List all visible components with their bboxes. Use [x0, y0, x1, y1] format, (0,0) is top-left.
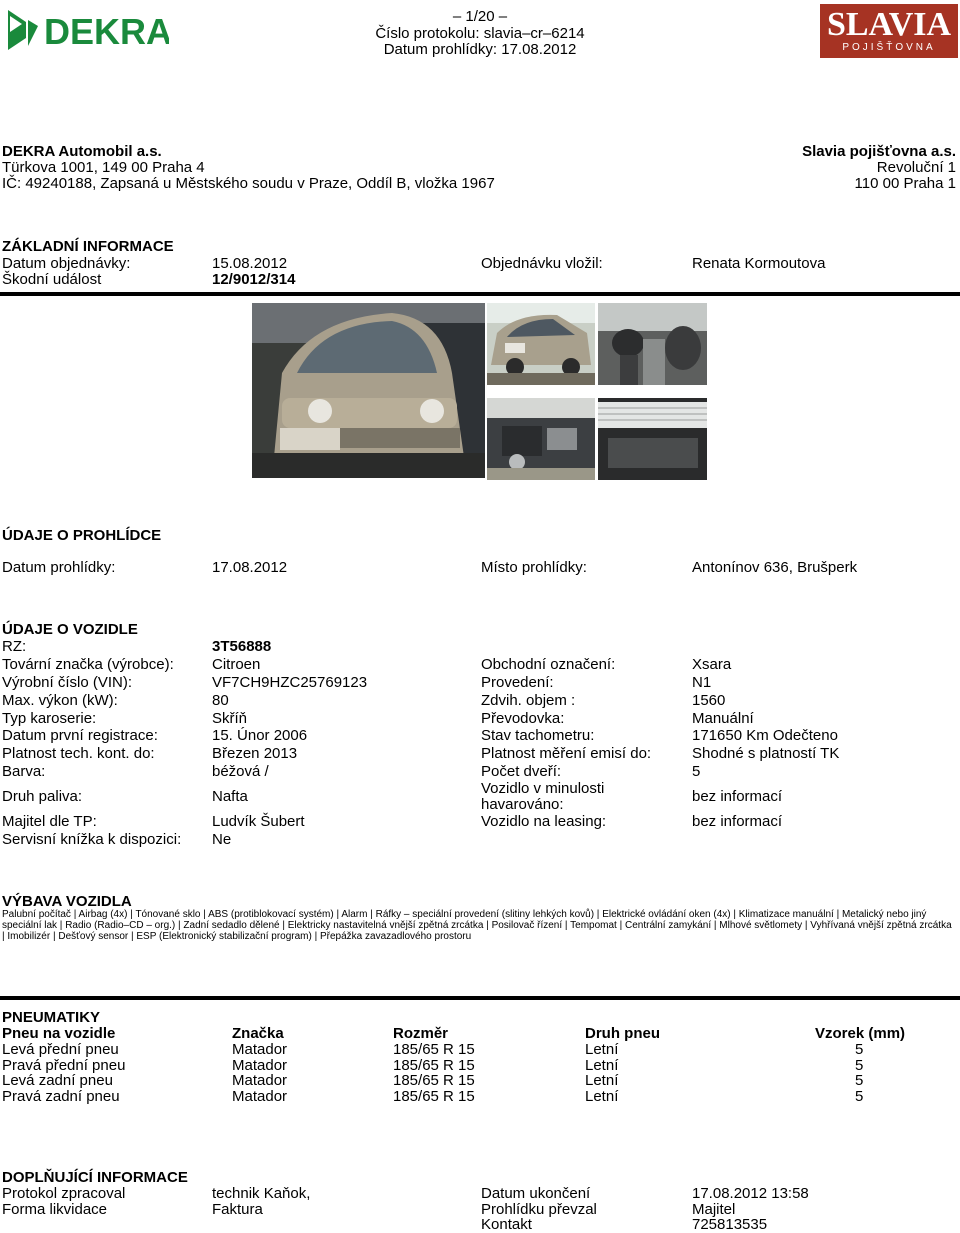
finished-label: Datum ukončení: [481, 1185, 591, 1202]
owner-value: Ludvík Šubert: [212, 813, 305, 830]
crashed-label-line2: havarováno:: [481, 796, 564, 813]
equipment-item: Klimatizace manuální |: [739, 909, 842, 920]
order-date-value: 15.08.2012: [212, 255, 288, 272]
vehicle-photo-interior[interactable]: [598, 303, 707, 385]
color-value: béžová /: [212, 763, 269, 780]
equipment-item: Centrální zamykání |: [625, 920, 719, 931]
tyre-brand: Matador: [232, 1057, 288, 1074]
inspection-place-label: Místo prohlídky:: [481, 559, 587, 576]
equipment-item: Airbag (4x) |: [79, 909, 136, 920]
displacement-value: 1560: [692, 692, 726, 709]
odometer-label: Stav tachometru:: [481, 727, 595, 744]
tyres-col-type: Druh pneu: [585, 1025, 660, 1042]
tyre-type: Letní: [585, 1088, 619, 1105]
vehicle-heading: ÚDAJE O VOZIDLE: [2, 621, 138, 638]
power-label: Max. výkon (kW):: [2, 692, 118, 709]
finished-value: 17.08.2012 13:58: [692, 1185, 809, 1202]
equipment-item: ABS (protiblokovací systém) |: [208, 909, 341, 920]
odometer-value: 171650 Km Odečteno: [692, 727, 838, 744]
equipment-item: Zadní sedadlo dělené |: [183, 920, 287, 931]
variant-label: Provedení:: [481, 674, 554, 691]
rz-value: 3T56888: [212, 638, 272, 655]
tyre-tread: 5: [855, 1072, 864, 1089]
ordered-by-value: Renata Kormoutova: [692, 255, 826, 272]
equipment-item: Tónované sklo |: [135, 909, 208, 920]
basic-info-heading: ZÁKLADNÍ INFORMACE: [2, 238, 174, 255]
slavia-city: 110 00 Praha 1: [854, 175, 956, 192]
tyre-size: 185/65 R 15: [393, 1041, 475, 1058]
tyre-tread: 5: [855, 1057, 864, 1074]
contact-value: 725813535: [692, 1216, 768, 1233]
model-value: Xsara: [692, 656, 732, 673]
dekra-company-name: DEKRA Automobil a.s.: [2, 143, 162, 160]
variant-value: N1: [692, 674, 712, 691]
equipment-list: [2, 909, 952, 942]
equipment-heading: VÝBAVA VOZIDLA: [2, 893, 132, 910]
dekra-logo-text: DEKRA: [44, 11, 169, 52]
tyre-position: Pravá zadní pneu: [2, 1088, 120, 1105]
doors-value: 5: [692, 763, 701, 780]
service-book-value: Ne: [212, 831, 232, 848]
dekra-address: Türkova 1001, 149 00 Praha 4: [2, 159, 205, 176]
claim-value: 12/9012/314: [212, 271, 296, 288]
equipment-item: Posilovač řízení |: [492, 920, 571, 931]
dekra-registration: IČ: 49240188, Zapsaná u Městského soudu v Praze, Oddíl B, vložka 1967: [2, 175, 495, 192]
page-number: – 1/20 –: [452, 8, 508, 25]
claim-label: Škodní událost: [2, 271, 102, 288]
service-book-label: Servisní knížka k dispozici:: [2, 831, 182, 848]
equipment-item: Alarm |: [341, 909, 375, 920]
gearbox-label: Převodovka:: [481, 710, 565, 727]
fuel-value: Nafta: [212, 788, 248, 805]
tyre-position: Levá zadní pneu: [2, 1072, 113, 1089]
equipment-item: ESP (Elektronický stabilizační program) |: [136, 931, 320, 942]
equipment-item: Vyhřívaná vnější zpětná zrcátka |: [2, 920, 952, 942]
equipment-item: Metalický nebo jiný speciální lak |: [2, 909, 926, 931]
tyre-position: Pravá přední pneu: [2, 1057, 126, 1074]
tyre-size: 185/65 R 15: [393, 1072, 475, 1089]
vehicle-photo-cargo[interactable]: [598, 398, 707, 480]
tyre-type: Letní: [585, 1041, 619, 1058]
settlement-label: Forma likvidace: [2, 1201, 108, 1218]
vehicle-photo-front[interactable]: [252, 303, 485, 478]
tyres-col-tread: Vzorek (mm): [815, 1025, 906, 1042]
fuel-label: Druh paliva:: [2, 788, 83, 805]
processed-by-value: technik Kaňok,: [212, 1185, 311, 1202]
protocol-number: Číslo protokolu: slavia–cr–6214: [375, 25, 585, 42]
tyre-tread: 5: [855, 1041, 864, 1058]
tyre-brand: Matador: [232, 1072, 288, 1089]
color-label: Barva:: [2, 763, 46, 780]
vin-value: VF7CH9HZC25769123: [212, 674, 368, 691]
equipment-item: Dešťový sensor |: [58, 931, 136, 942]
inspection-date-value: 17.08.2012: [212, 559, 288, 576]
leasing-value: bez informací: [692, 813, 783, 830]
tyres-col-position: Pneu na vozidle: [2, 1025, 116, 1042]
doors-label: Počet dveří:: [481, 763, 562, 780]
tyres-col-brand: Značka: [232, 1025, 284, 1042]
gearbox-value: Manuální: [692, 710, 754, 727]
divider: [0, 292, 960, 296]
emission-label: Platnost měření emisí do:: [481, 745, 652, 762]
displacement-label: Zdvih. objem :: [481, 692, 576, 709]
crashed-value: bez informací: [692, 788, 783, 805]
inspection-place-value: Antonínov 636, Brušperk: [692, 559, 858, 576]
tyre-brand: Matador: [232, 1088, 288, 1105]
equipment-item: Ráfky – speciální provedení (slitiny lehkých kovů) |: [376, 909, 603, 920]
equipment-item: Elektricky nastavitelná vnější zpětná zrcátka |: [288, 920, 492, 931]
equipment-item: Tempomat |: [570, 920, 625, 931]
taken-over-label: Prohlídku převzal: [481, 1201, 597, 1218]
model-label: Obchodní označení:: [481, 656, 616, 673]
first-registration-value: 15. Únor 2006: [212, 727, 308, 744]
body-value: Skříň: [212, 710, 248, 727]
equipment-item: Imobilizér |: [7, 931, 58, 942]
additional-heading: DOPLŇUJÍCÍ INFORMACE: [2, 1169, 188, 1186]
slavia-logo-subtext: POJIŠŤOVNA: [842, 42, 936, 53]
processed-by-label: Protokol zpracoval: [2, 1185, 126, 1202]
slavia-logo-text: SLAVIA: [826, 6, 952, 43]
tyre-size: 185/65 R 15: [393, 1057, 475, 1074]
divider: [0, 996, 960, 1000]
order-date-label: Datum objednávky:: [2, 255, 131, 272]
taken-over-value: Majitel: [692, 1201, 736, 1218]
leasing-label: Vozidlo na leasing:: [481, 813, 607, 830]
tyre-type: Letní: [585, 1072, 619, 1089]
settlement-value: Faktura: [212, 1201, 263, 1218]
slavia-company-name: Slavia pojišťovna a.s.: [802, 143, 956, 160]
tech-validity-label: Platnost tech. kont. do:: [2, 745, 155, 762]
tyres-col-size: Rozměr: [393, 1025, 449, 1042]
tyre-tread: 5: [855, 1088, 864, 1105]
tyre-position: Levá přední pneu: [2, 1041, 119, 1058]
make-label: Tovární značka (výrobce):: [2, 656, 174, 673]
ordered-by-label: Objednávku vložil:: [481, 255, 603, 272]
tyre-brand: Matador: [232, 1041, 288, 1058]
rz-label: RZ:: [2, 638, 27, 655]
contact-label: Kontakt: [481, 1216, 532, 1233]
equipment-item: Palubní počítač |: [2, 909, 79, 920]
tyres-heading: PNEUMATIKY: [2, 1009, 101, 1026]
body-label: Typ karoserie:: [2, 710, 97, 727]
equipment-item: Mlhové světlomety |: [719, 920, 810, 931]
first-registration-label: Datum první registrace:: [2, 727, 158, 744]
equipment-item: Elektrické ovládání oken (4x) |: [602, 909, 739, 920]
vin-label: Výrobní číslo (VIN):: [2, 674, 133, 691]
power-value: 80: [212, 692, 229, 709]
emission-value: Shodné s platností TK: [692, 745, 840, 762]
inspection-date-label: Datum prohlídky:: [2, 559, 116, 576]
owner-label: Majitel dle TP:: [2, 813, 97, 830]
vehicle-photo-side[interactable]: [487, 303, 595, 385]
tyre-size: 185/65 R 15: [393, 1088, 475, 1105]
tyre-type: Letní: [585, 1057, 619, 1074]
inspection-heading: ÚDAJE O PROHLÍDCE: [2, 527, 162, 544]
equipment-item: Přepážka zavazadlového prostoru: [319, 931, 472, 942]
make-value: Citroen: [212, 656, 261, 673]
equipment-item: Radio (Radio–CD – org.) |: [65, 920, 183, 931]
tech-validity-value: Březen 2013: [212, 745, 298, 762]
slavia-street: Revoluční 1: [876, 159, 956, 176]
vehicle-photo-engine[interactable]: [487, 398, 595, 480]
header-inspection-date: Datum prohlídky: 17.08.2012: [383, 41, 577, 58]
crashed-label-line1: Vozidlo v minulosti: [481, 780, 605, 797]
